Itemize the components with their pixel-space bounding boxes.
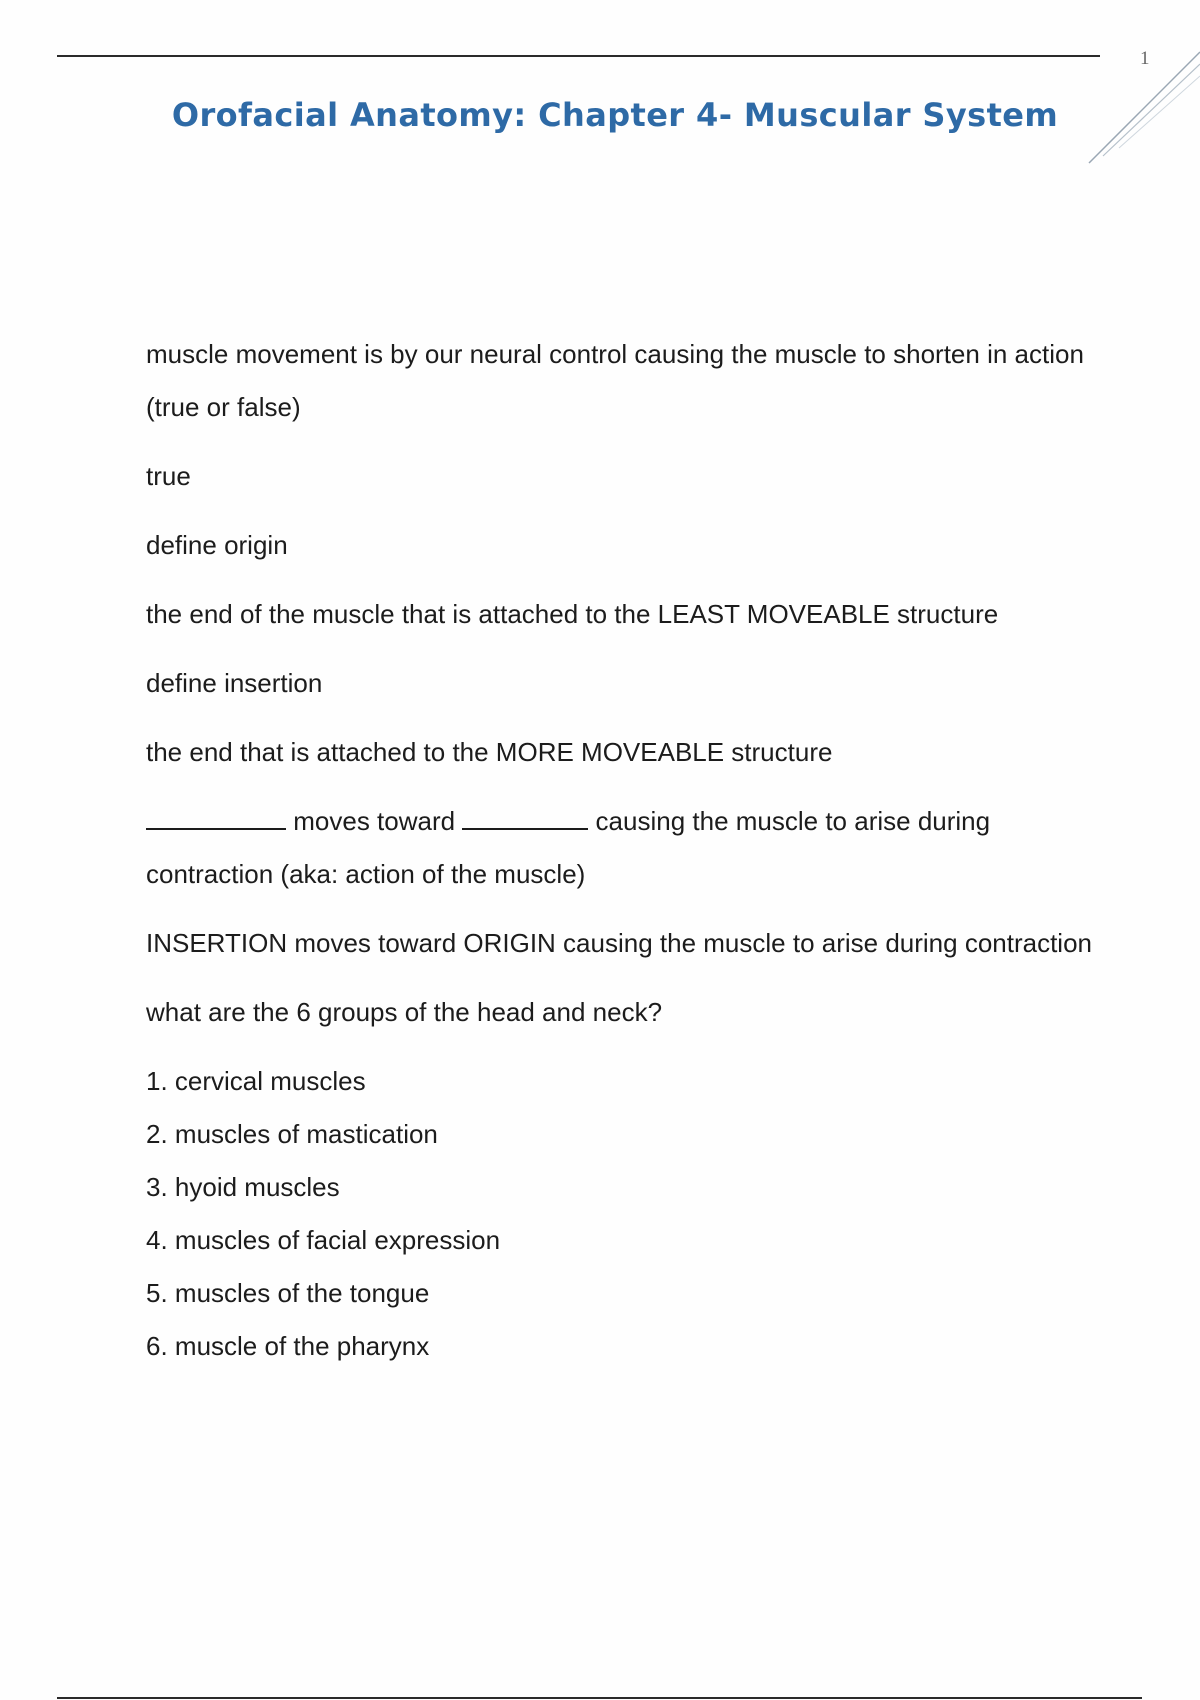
fill-in-question [146,795,1116,901]
page-title: Orofacial Anatomy: Chapter 4- Muscular System [171,96,1059,134]
list-item: 3. hyoid muscles [146,1172,340,1202]
header-rule [57,55,1100,57]
list-item: 6. muscle of the pharynx [146,1331,430,1361]
page-number: 1 [1140,48,1150,69]
question-text: define insertion [146,668,323,698]
question-text: define origin [146,530,288,560]
list-item: 2. muscles of mastication [146,1119,438,1149]
list-item: 5. muscles of the tongue [146,1278,430,1308]
muscle-groups-list [146,1055,1116,1373]
question-text: what are the 6 groups of the head and neck? [146,997,663,1027]
question-fragment: moves toward [293,806,456,836]
document-body [146,328,1116,1373]
answer-text: the end of the muscle that is attached to the LEAST MOVEABLE structure [146,599,999,629]
footer-rule [57,1697,1142,1699]
list-item: 1. cervical muscles [146,1066,366,1096]
question-fragment: causing the muscle to arise during contraction (aka: action of the muscle) [146,806,991,889]
answer-text: true [146,461,191,491]
blank-line [462,806,588,830]
question-text: muscle movement is by our neural control causing the muscle to shorten in action (true or false) [146,339,1084,422]
answer-text: INSERTION moves toward ORIGIN causing the muscle to arise during contraction [146,928,1093,958]
list-item: 4. muscles of facial expression [146,1225,501,1255]
answer-text: the end that is attached to the MORE MOVEABLE structure [146,737,833,767]
blank-line [146,806,286,830]
